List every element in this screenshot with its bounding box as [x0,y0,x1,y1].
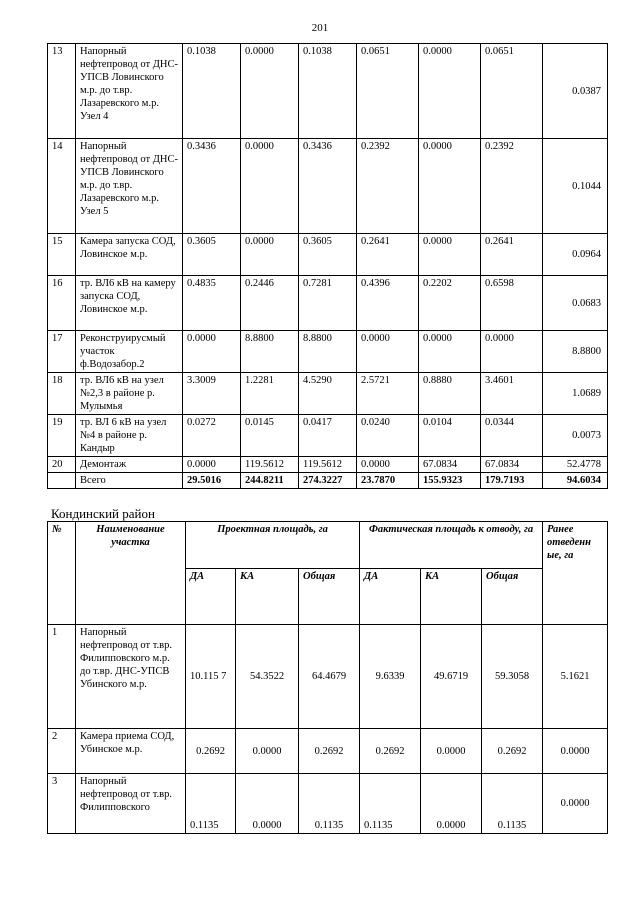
project-ka: 8.8800 [241,331,299,373]
project-da: 3.3009 [183,373,241,415]
project-ka: 54.3522 [236,625,299,729]
project-ka: 0.0000 [241,44,299,139]
header-row [48,522,608,569]
project-ka: 0.0145 [241,415,299,457]
actual-ka: 0.0000 [421,774,482,834]
actual-total: 0.2692 [482,729,543,774]
table-row [48,234,608,276]
project-da: 0.0000 [183,331,241,373]
row-number: 1 [48,625,76,729]
actual-da: 0.0000 [357,331,419,373]
project-da: 0.1038 [183,44,241,139]
table-row [48,276,608,331]
earlier-allotted: 0.0387 [543,44,608,139]
actual-da: 23.7870 [357,473,419,489]
page-number: 201 [311,22,329,34]
actual-ka: 0.0000 [419,331,481,373]
actual-total: 0.0651 [481,44,543,139]
project-ka: 0.0000 [236,729,299,774]
section-title: Кондинский район [51,506,155,521]
actual-da: 0.0240 [357,415,419,457]
site-name: тр. ВЛ 6 кВ на узел №4 в районе р. Кандыр [76,415,183,457]
table-row [48,774,608,834]
actual-da: 0.2392 [357,139,419,234]
project-da: 29.5016 [183,473,241,489]
earlier-allotted: 0.0000 [543,729,608,774]
project-total: 0.1038 [299,44,357,139]
earlier-allotted: 0.0000 [543,774,608,834]
actual-total: 0.0000 [481,331,543,373]
project-ka: 1.2281 [241,373,299,415]
actual-da: 0.0000 [357,457,419,473]
col-actual-total: Общая [482,569,543,625]
project-da: 0.4835 [183,276,241,331]
project-da: 0.3605 [183,234,241,276]
col-actual-ka: КА [421,569,482,625]
col-project-da: ДА [186,569,236,625]
total-label: Всего [76,473,183,489]
actual-total: 67.0834 [481,457,543,473]
allotment-table-continued [47,43,608,489]
site-name: тр. ВЛ6 кВ на узел №2,3 в районе р. Мулымья [76,373,183,415]
site-name: Камера запуска СОД, Ловинское м.р. [76,234,183,276]
row-number: 19 [48,415,76,457]
project-ka: 119.5612 [241,457,299,473]
actual-total: 0.1135 [482,774,543,834]
table-row [48,331,608,373]
row-number: 20 [48,457,76,473]
col-earlier-allotted: Ранее отведенн ые, га [543,522,608,625]
project-total: 0.3605 [299,234,357,276]
project-total: 4.5290 [299,373,357,415]
col-actual-area: Фактическая площадь к отводу, га [360,522,543,569]
project-da: 10.115 7 [186,625,236,729]
earlier-allotted: 0.1044 [543,139,608,234]
table-row-demolition [48,457,608,473]
actual-total: 3.4601 [481,373,543,415]
project-total: 64.4679 [299,625,360,729]
actual-total: 0.6598 [481,276,543,331]
site-name: Демонтаж [76,457,183,473]
project-ka: 0.0000 [241,139,299,234]
project-total: 0.0417 [299,415,357,457]
table-row [48,139,608,234]
earlier-allotted: 0.0073 [543,415,608,457]
project-total: 0.1135 [299,774,360,834]
actual-ka: 0.8880 [419,373,481,415]
earlier-allotted: 0.0964 [543,234,608,276]
project-total: 274.3227 [299,473,357,489]
actual-total: 0.0344 [481,415,543,457]
site-name: Реконструирусмый участок ф.Водозабор.2 [76,331,183,373]
actual-ka: 0.0000 [419,234,481,276]
table-row-total [48,473,608,489]
project-total: 0.7281 [299,276,357,331]
table-row [48,415,608,457]
actual-total: 0.2641 [481,234,543,276]
actual-da: 9.6339 [360,625,421,729]
project-da: 0.3436 [183,139,241,234]
project-ka: 0.2446 [241,276,299,331]
actual-total: 0.2392 [481,139,543,234]
actual-da: 2.5721 [357,373,419,415]
col-actual-da: ДА [360,569,421,625]
table-row [48,625,608,729]
project-ka: 0.0000 [241,234,299,276]
earlier-allotted: 5.1621 [543,625,608,729]
site-name: Камера приема СОД, Убинское м.р. [76,729,186,774]
row-number [48,473,76,489]
project-da: 0.0000 [183,457,241,473]
col-project-ka: КА [236,569,299,625]
site-name: Напорный нефтепровод от ДНС-УПСВ Ловинского м.р. до т.вр. Лазаревского м.р. Узел 4 [76,44,183,139]
site-name: Напорный нефтепровод от ДНС-УПСВ Ловинского м.р. до т.вр. Лазаревского м.р. Узел 5 [76,139,183,234]
actual-ka: 0.0000 [419,139,481,234]
project-total: 119.5612 [299,457,357,473]
site-name: Напорный нефтепровод от т.вр. Филипповского [76,774,186,834]
actual-ka: 0.0000 [421,729,482,774]
actual-da: 0.2641 [357,234,419,276]
row-number: 3 [48,774,76,834]
actual-ka: 155.9323 [419,473,481,489]
site-name: Напорный нефтепровод от т.вр. Филипповского м.р. до т.вр. ДНС-УПСВ Убинского м.р. [76,625,186,729]
actual-ka: 0.2202 [419,276,481,331]
table-row [48,373,608,415]
col-number: № [48,522,76,625]
row-number: 14 [48,139,76,234]
actual-da: 0.2692 [360,729,421,774]
site-name: тр. ВЛ6 кВ на камеру запуска СОД, Ловинское м.р. [76,276,183,331]
project-da: 0.1135 [186,774,236,834]
actual-ka: 0.0104 [419,415,481,457]
earlier-allotted: 8.8800 [543,331,608,373]
earlier-allotted: 94.6034 [543,473,608,489]
project-da: 0.0272 [183,415,241,457]
table-row [48,729,608,774]
project-total: 8.8800 [299,331,357,373]
project-ka: 244.8211 [241,473,299,489]
actual-ka: 0.0000 [419,44,481,139]
project-total: 0.3436 [299,139,357,234]
col-project-area: Проектная площадь, га [186,522,360,569]
actual-da: 0.4396 [357,276,419,331]
earlier-allotted: 0.0683 [543,276,608,331]
earlier-allotted: 1.0689 [543,373,608,415]
table-row [48,44,608,139]
actual-total: 59.3058 [482,625,543,729]
project-ka: 0.0000 [236,774,299,834]
col-project-total: Общая [299,569,360,625]
row-number: 16 [48,276,76,331]
row-number: 2 [48,729,76,774]
actual-da: 0.0651 [357,44,419,139]
actual-ka: 67.0834 [419,457,481,473]
project-total: 0.2692 [299,729,360,774]
row-number: 15 [48,234,76,276]
kondinsky-allotment-table [47,521,608,834]
actual-da: 0.1135 [360,774,421,834]
project-da: 0.2692 [186,729,236,774]
col-name: Наименование участка [76,522,186,625]
actual-ka: 49.6719 [421,625,482,729]
row-number: 17 [48,331,76,373]
row-number: 13 [48,44,76,139]
row-number: 18 [48,373,76,415]
earlier-allotted: 52.4778 [543,457,608,473]
actual-total: 179.7193 [481,473,543,489]
